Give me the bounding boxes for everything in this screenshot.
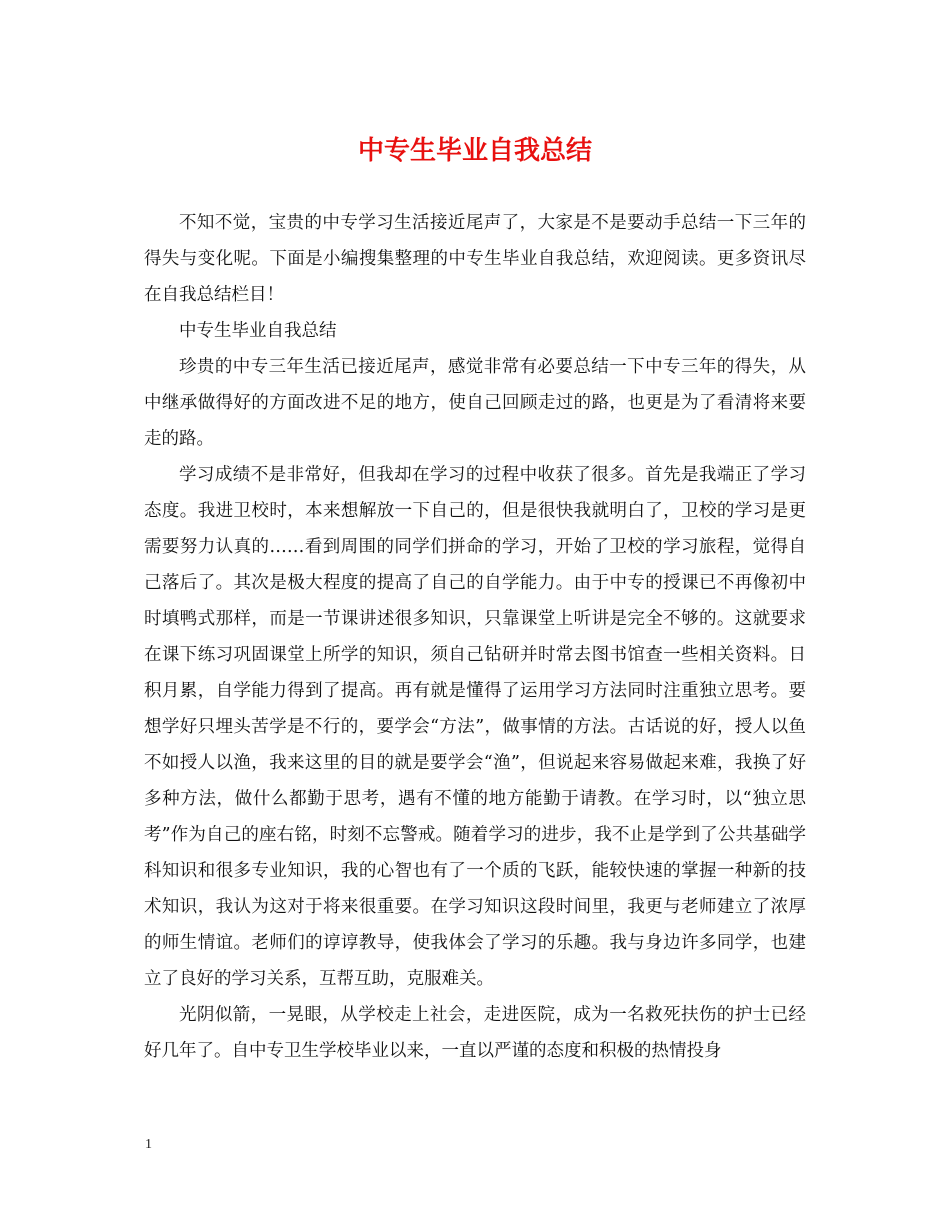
- page-number: 1: [145, 1137, 152, 1152]
- body-paragraph: 学习成绩不是非常好，但我却在学习的过程中收获了很多。首先是我端正了学习态度。我进卫校时，本来想解放一下自己的，但是很快我就明白了，卫校的学习是更需要努力认真的……看到周围的同学们拼命的学习，开始了卫校的学习旅程，觉得自己落后了。其次是极大程度的提高了自己的自学能力。由于中专的授课已不再像初中时填鸭式那样，而是一节课讲述很多知识，只靠课堂上听讲是完全不够的。这就要求在课下练习巩固课堂上所学的知识，须自己钻研并时常去图书馆查一些相关资料。日积月累，自学能力得到了提高。再有就是懂得了运用学习方法同时注重独立思考。要想学好只埋头苦学是不行的，要学会“方法”，做事情的方法。古话说的好，授人以鱼不如授人以渔，我来这里的目的就是要学会“渔”，但说起来容易做起来难，我换了好多种方法，做什么都勤于思考，遇有不懂的地方能勤于请教。在学习时，以“独立思考”作为自己的座右铭，时刻不忘警戒。随着学习的进步，我不止是学到了公共基础学科知识和很多专业知识，我的心智也有了一个质的飞跃，能较快速的掌握一种新的技术知识，我认为这对于将来很重要。在学习知识这段时间里，我更与老师建立了浓厚的师生情谊。老师们的谆谆教导，使我体会了学习的乐趣。我与身边许多同学，也建立了良好的学习关系，互帮互助，克服难关。: [144, 465, 806, 989]
- body-paragraph: 珍贵的中专三年生活已接近尾声，感觉非常有必要总结一下中专三年的得失，从中继承做得好的方面改进不足的地方，使自己回顾走过的路，也更是为了看清将来要走的路。: [144, 357, 806, 449]
- body-paragraph: 光阴似箭，一晃眼，从学校走上社会，走进医院，成为一名救死扶伤的护士已经好几年了。自中专卫生学校毕业以来，一直以严谨的态度和积极的热情投身: [144, 1005, 806, 1061]
- section-heading: 中专生毕业自我总结: [179, 321, 337, 341]
- document-title: 中专生毕业自我总结: [357, 136, 592, 166]
- document-body: [144, 205, 806, 1069]
- intro-paragraph: 不知不觉，宝贵的中专学习生活接近尾声了，大家是不是要动手总结一下三年的得失与变化呢。下面是小编搜集整理的中专生毕业自我总结，欢迎阅读。更多资讯尽在自我总结栏目！: [144, 213, 806, 305]
